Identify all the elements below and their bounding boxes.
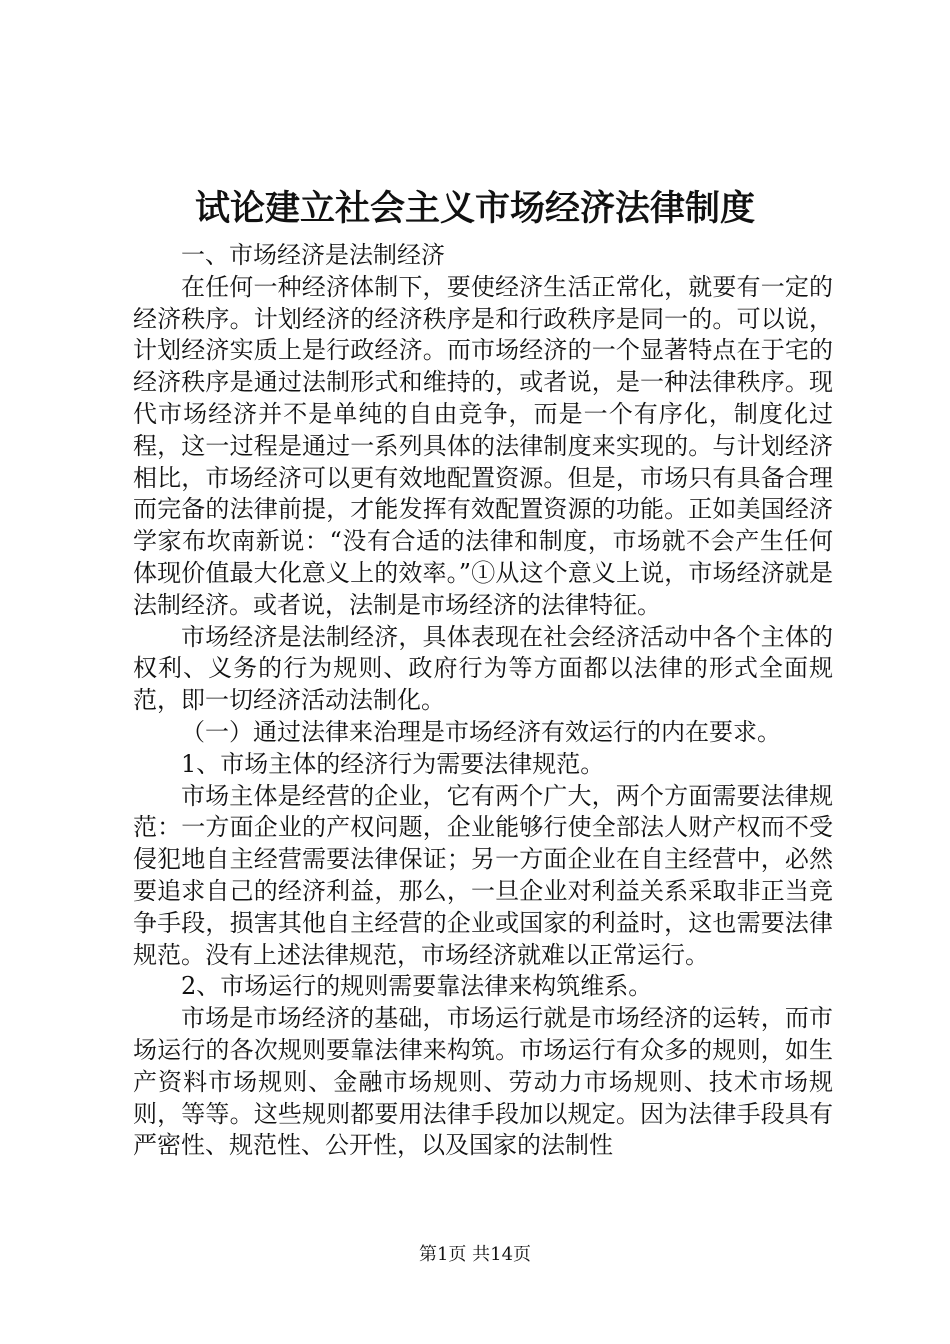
- subsection-heading: （一）通过法律来治理是市场经济有效运行的内在要求。: [181, 717, 781, 746]
- numbered-heading: 1、市场主体的经济行为需要法律规范。: [181, 749, 605, 778]
- body-paragraph: 市场经济是法制经济，具体表现在社会经济活动中各个主体的权利、义务的行为规则、政府行为等方面都以法律的形式全面规范，即一切经济活动法制化。: [133, 622, 833, 715]
- section-heading: 一、市场经济是法制经济: [181, 241, 445, 269]
- numbered-heading: 2、市场运行的规则需要靠法律来构筑维系。: [181, 972, 653, 1001]
- body-paragraph: 市场是市场经济的基础，市场运行就是市场经济的运转，而市场运行的各次规则要靠法律来构筑。市场运行有众多的规则，如生产资料市场规则、金融市场规则、劳动力市场规则、技术市场规则，等等。这些规则都要用法律手段加以规定。因为法律手段具有严密性、规范性、公开性，以及国家的法制性: [133, 1004, 833, 1160]
- body-paragraph: 市场主体是经营的企业，它有两个广大，两个方面需要法律规范：一方面企业的产权问题，企业能够行使全部法人财产权而不受侵犯地自主经营需要法律保证；另一方面企业在自主经营中，必然要追求自己的经济利益，那么，一旦企业对利益关系采取非正当竞争手段，损害其他自主经营的企业或国家的利益时，这也需要法律规范。没有上述法律规范，市场经济就难以正常运行。: [133, 781, 833, 969]
- page-footer: 第1页 共14页: [418, 1244, 532, 1265]
- document-body: [133, 240, 833, 1162]
- body-paragraph: 在任何一种经济体制下，要使经济生活正常化，就要有一定的经济秩序。计划经济的经济秩序是和行政秩序是同一的。可以说，计划经济实质上是行政经济。而市场经济的一个显著特点在于宅的经济秩序是通过法制形式和维持的，或者说，是一种法律秩序。现代市场经济并不是单纯的自由竞争，而是一个有序化，制度化过程，这一过程是通过一系列具体的法律制度来实现的。与计划经济相比，市场经济可以更有效地配置资源。但是，市场只有具备合理而完备的法律前提，才能发挥有效配置资源的功能。正如美国经济学家布坎南新说：“没有合适的法律和制度，市场就不会产生任何体现价值最大化意义上的效率。”①从这个意义上说，市场经济就是法制经济。或者说，法制是市场经济的法律特征。: [133, 272, 833, 619]
- page-title: 试论建立社会主义市场经济法律制度: [194, 188, 755, 229]
